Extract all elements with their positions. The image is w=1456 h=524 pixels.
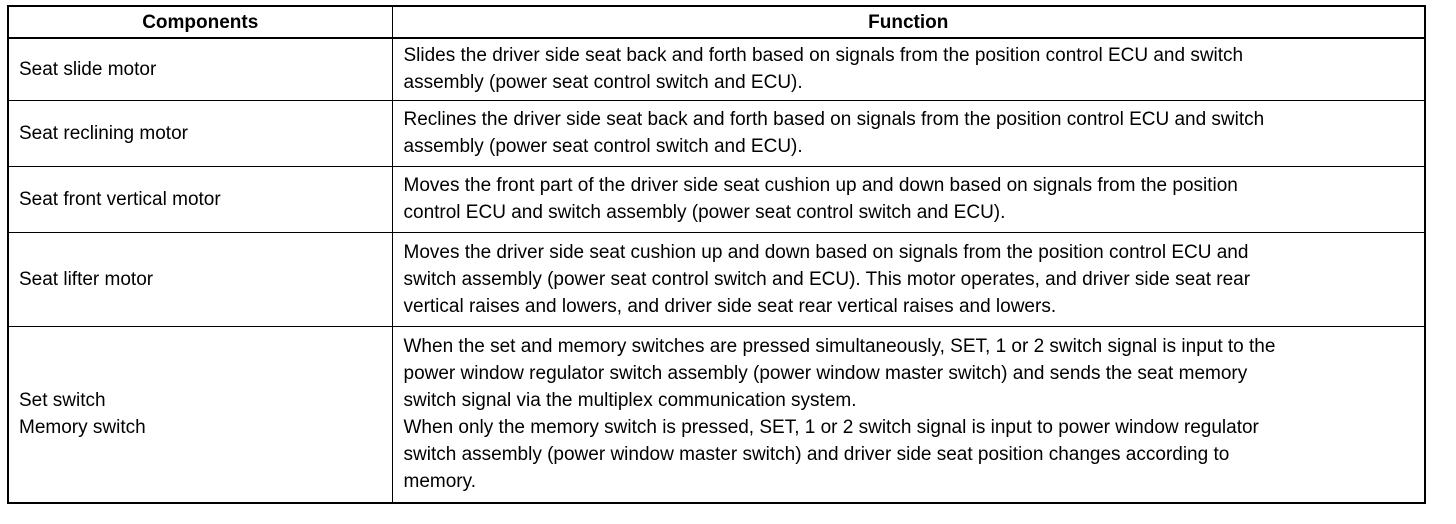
function-line: When the set and memory switches are pressed simultaneously, SET, 1 or 2 switch signal is input to the — [403, 335, 1276, 357]
function-line: control ECU and switch assembly (power seat control switch and ECU). — [403, 202, 1006, 223]
function-line: switch assembly (power seat control switch and ECU). This motor operates, and driver side seat rear — [403, 268, 1251, 290]
function-line: vertical raises and lowers, and driver side seat rear vertical raises and lowers. — [403, 295, 1057, 317]
components-function-table — [7, 5, 1426, 504]
function-line: switch assembly (power window master switch) and driver side seat position changes according to — [403, 443, 1230, 465]
component-name: Memory switch — [19, 417, 146, 439]
function-line: power window regulator switch assembly (power window master switch) and sends the seat memory — [403, 362, 1248, 384]
component-cell — [8, 101, 392, 167]
component-name: Seat reclining motor — [19, 123, 188, 144]
table-row — [8, 233, 1425, 327]
table-row — [8, 327, 1425, 503]
table-row — [8, 101, 1425, 167]
function-line: switch signal via the multiplex communication system. — [403, 389, 857, 411]
header-components: Components — [8, 6, 392, 38]
function-line: Reclines the driver side seat back and forth based on signals from the position control ECU and switch — [403, 109, 1265, 130]
function-line: assembly (power seat control switch and ECU). — [403, 136, 803, 157]
table-row — [8, 38, 1425, 101]
function-cell — [392, 327, 1425, 503]
function-line: When only the memory switch is pressed, SET, 1 or 2 switch signal is input to power window regulator — [403, 416, 1259, 438]
component-cell — [8, 327, 392, 503]
header-function: Function — [392, 6, 1425, 38]
function-line: Moves the driver side seat cushion up and down based on signals from the position control ECU and — [403, 241, 1249, 263]
table-row — [8, 167, 1425, 233]
function-line: assembly (power seat control switch and ECU). — [403, 72, 803, 93]
function-line: Slides the driver side seat back and forth based on signals from the position control ECU and switch — [403, 45, 1244, 66]
function-cell — [392, 101, 1425, 167]
component-cell — [8, 167, 392, 233]
function-line: memory. — [403, 470, 476, 492]
component-name: Seat lifter motor — [19, 269, 154, 290]
function-cell — [392, 233, 1425, 327]
component-cell — [8, 38, 392, 101]
function-cell — [392, 167, 1425, 233]
component-cell — [8, 233, 392, 327]
table-body — [8, 38, 1425, 503]
function-cell — [392, 38, 1425, 101]
component-name: Seat front vertical motor — [19, 189, 221, 210]
component-name: Set switch — [19, 390, 106, 412]
function-line: Moves the front part of the driver side seat cushion up and down based on signals from the position — [403, 175, 1238, 196]
component-name: Seat slide motor — [19, 59, 157, 80]
table-header-row — [8, 6, 1425, 38]
